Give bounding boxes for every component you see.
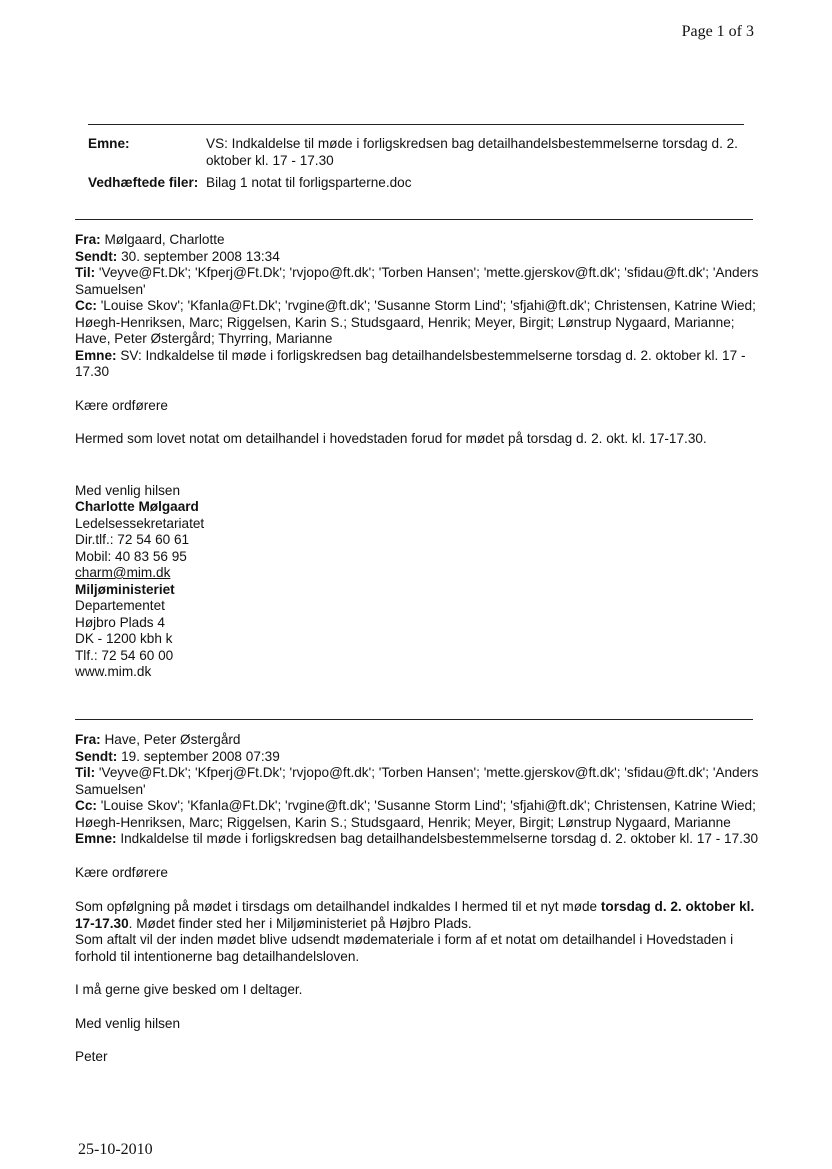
- attachments-label: Vedhæftede filer:: [88, 175, 199, 190]
- email1-sent: [75, 249, 765, 266]
- email-2: [75, 732, 765, 1066]
- signature-department: Ledelsessekretariatet: [75, 515, 205, 531]
- email2-cc-value: 'Louise Skov'; 'Kfanla@Ft.Dk'; 'rvgine@ft.dk'; 'Susanne Storm Lind'; 'sfjahi@ft.dk'; Christensen, Katrine Wied; Høegh-Henriksen, Marc; Riggelsen, Karin S.; Studsgaard, Henrik; Meyer, Birgit; Lønstrup Nygaard, Marianne: [75, 798, 756, 830]
- signature-phone: Tlf.: 72 54 60 00: [75, 647, 174, 663]
- email1-divider: [75, 219, 753, 220]
- signature-mobile: Mobil: 40 83 56 95: [75, 548, 187, 564]
- email2-subject-label: Emne:: [75, 831, 117, 846]
- signature-closing: Med venlig hilsen: [75, 482, 181, 498]
- signature-postal: DK - 1200 kbh k: [75, 631, 173, 646]
- email2-sent-label: Sendt:: [75, 748, 118, 764]
- email1-signature: [75, 483, 765, 681]
- email1-to-label: Til:: [75, 265, 96, 280]
- footer-date: 25-10-2010: [78, 1141, 153, 1158]
- email2-sent: [75, 749, 765, 766]
- email2-body-text: Som opfølgning på mødet i tirsdags om detailhandel indkaldes I hermed til et nyt møde: [75, 899, 601, 914]
- email1-subject: [75, 348, 765, 381]
- email2-divider: [75, 719, 753, 720]
- email2-body-text-cont: . Mødet finder sted her i Miljøministeriet på Højbro Plads.: [128, 915, 472, 931]
- subject-value: VS: Indkaldelse til møde i forligskredsen bag detailhandelsbestemmelserne torsdag d. 2. oktober kl. 17 - 17.30: [206, 136, 738, 168]
- attachments-row: [88, 169, 748, 192]
- attachment-link[interactable]: Bilag 1 notat til forligsparterne.doc: [206, 175, 412, 190]
- email1-cc: [75, 298, 765, 348]
- email1-from-label: Fra:: [75, 232, 101, 247]
- subject-row: [88, 136, 748, 169]
- email2-subject-value: Indkaldelse til møde i forligskredsen bag detailhandelsbestemmelserne torsdag d. 2. oktober kl. 17 - 17.30: [120, 831, 759, 846]
- message-header: [88, 136, 748, 192]
- header-divider: [88, 124, 744, 125]
- signature-org-unit: Departementet: [75, 598, 165, 613]
- email2-from-label: Fra:: [75, 732, 101, 747]
- signature-organization: Miljøministeriet: [75, 581, 175, 597]
- email1-body: Hermed som lovet notat om detailhandel i hovedstaden forud for mødet på torsdag d. 2. okt. kl. 17-17.30.: [75, 431, 707, 446]
- email2-from-value: Have, Peter Østergård: [104, 732, 241, 747]
- email1-cc-label: Cc:: [75, 298, 97, 313]
- signature-website-link[interactable]: www.mim.dk: [75, 664, 152, 679]
- page-number: Page 1 of 3: [681, 23, 754, 40]
- email1-sent-value: 30. september 2008 13:34: [121, 248, 280, 264]
- email2-from: [75, 732, 765, 749]
- email2-signoff: Peter: [75, 1049, 108, 1064]
- email2-to-value: 'Veyve@Ft.Dk'; 'Kfperj@Ft.Dk'; 'rvjopo@ft.dk'; 'Torben Hansen'; 'mette.gjerskov@ft.dk'; 'sfidau@ft.dk'; 'Anders Samuelsen': [75, 765, 759, 797]
- email2-closing: Med venlig hilsen: [75, 1015, 181, 1031]
- email-1: [75, 232, 765, 681]
- email1-greeting: Kære ordførere: [75, 397, 168, 413]
- email2-to: [75, 765, 765, 798]
- email2-body-line2: Som aftalt vil der inden mødet blive udsendt mødemateriale i form af et notat om detailhandel i Hovedstaden i forhold til intentionerne bag detailhandelsloven.: [75, 932, 734, 964]
- signature-direct-phone: Dir.tlf.: 72 54 60 61: [75, 532, 190, 547]
- email2-request: I må gerne give besked om I deltager.: [75, 982, 303, 997]
- email2-subject: [75, 831, 765, 848]
- email1-from-value: Mølgaard, Charlotte: [104, 232, 225, 247]
- signature-email-link[interactable]: charm@mim.dk: [75, 565, 171, 580]
- email2-cc-label: Cc:: [75, 798, 97, 813]
- signature-name: Charlotte Mølgaard: [75, 499, 199, 514]
- email1-to-value: 'Veyve@Ft.Dk'; 'Kfperj@Ft.Dk'; 'rvjopo@ft.dk'; 'Torben Hansen'; 'mette.gjerskov@ft.dk'; 'sfidau@ft.dk'; 'Anders Samuelsen': [75, 265, 759, 297]
- email2-to-label: Til:: [75, 765, 96, 780]
- email1-to: [75, 265, 765, 298]
- subject-label: Emne:: [88, 136, 130, 151]
- email2-body: [75, 899, 765, 965]
- email2-sent-value: 19. september 2008 07:39: [121, 748, 280, 764]
- email2-meeting-time: torsdag d. 2. oktober kl. 17-17.30: [75, 899, 755, 931]
- email1-cc-value: 'Louise Skov'; 'Kfanla@Ft.Dk'; 'rvgine@ft.dk'; 'Susanne Storm Lind'; 'sfjahi@ft.dk'; Christensen, Katrine Wied; Høegh-Henriksen, Marc; Riggelsen, Karin S.; Studsgaard, Henrik; Meyer, Birgit; Lønstrup Nygaard, Marianne; Have, Peter Østergård; Thyrring, Marianne: [75, 298, 756, 346]
- email1-subject-value: SV: Indkaldelse til møde i forligskredsen bag detailhandelsbestemmelserne torsdag d. 2. oktober kl. 17 - 17.30: [75, 347, 746, 379]
- email1-from: [75, 232, 765, 249]
- email2-cc: [75, 798, 765, 831]
- email1-sent-label: Sendt:: [75, 248, 118, 264]
- email1-subject-label: Emne:: [75, 347, 117, 363]
- email2-greeting: Kære ordførere: [75, 864, 168, 880]
- signature-street: Højbro Plads 4: [75, 614, 165, 630]
